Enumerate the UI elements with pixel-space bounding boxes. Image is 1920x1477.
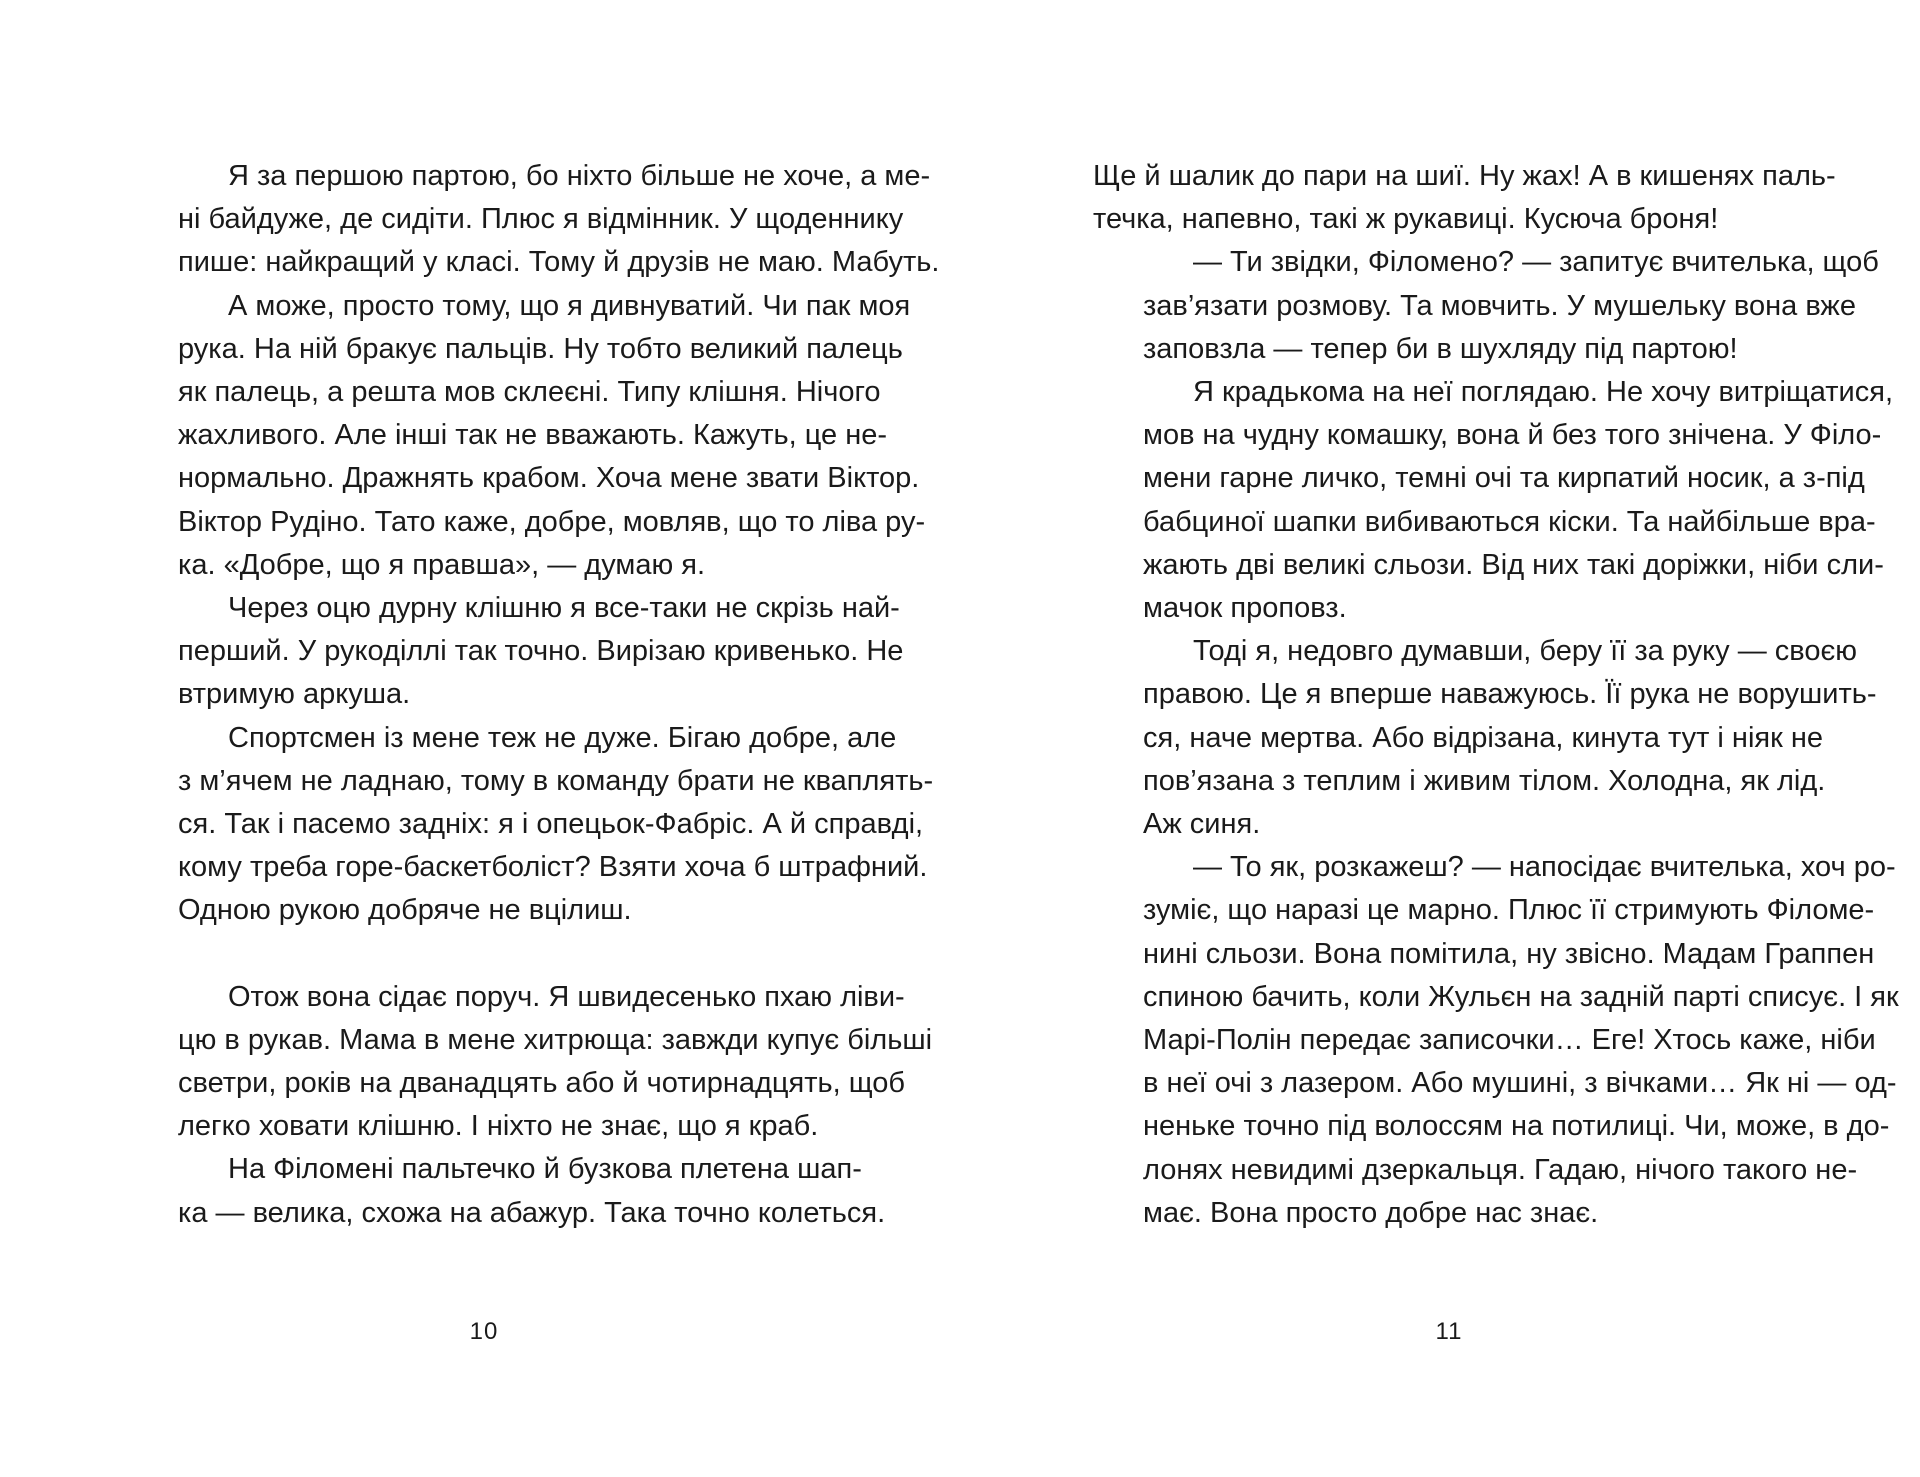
text-line: Аж синя.	[1143, 808, 1261, 841]
paragraph	[1093, 241, 1879, 371]
text-line: як палець, а решта мов склеєні. Типу клішня. Нічого	[178, 376, 881, 409]
text-line: цю в рукав. Мама в мене хитрюща: завжди купує більші	[178, 1023, 933, 1056]
text-line: мачок проповз.	[1143, 592, 1347, 625]
text-line: Через оцю дурну клішню я все-таки не скрізь най-	[228, 592, 900, 625]
text-line: легко ховати клішню. І ніхто не знає, що я краб.	[178, 1110, 819, 1143]
text-line: перший. У рукоділлі так точно. Вирізаю кривенько. Не	[178, 635, 904, 668]
text-line: Я крадькома на неї поглядаю. Не хочу витріщатися,	[1193, 376, 1894, 409]
paragraph	[128, 587, 904, 717]
text-line: пов’язана з теплим і живим тілом. Холодна, як лід.	[1143, 764, 1826, 797]
text-line: Отож вона сідає поруч. Я швидесенько пхаю ліви-	[228, 980, 905, 1013]
text-line: лонях невидимі дзеркальця. Гадаю, нічого такого не-	[1143, 1153, 1858, 1186]
text-line: з м’ячем не ладнаю, тому в команду брати не кваплять-	[178, 764, 934, 797]
text-line: пише: найкращий у класі. Тому й друзів не маю. Мабуть.	[178, 246, 940, 279]
left-page	[128, 155, 940, 1235]
text-line: Одною рукою добряче не вцілиш.	[178, 894, 632, 927]
text-line: мов на чудну комашку, вона й без того знічена. У Філо-	[1143, 419, 1882, 452]
text-line: ка. «Добре, що я правша», — думаю я.	[178, 548, 706, 581]
text-line: Спортсмен із мене теж не дуже. Бігаю добре, але	[228, 721, 897, 754]
text-line: ся, наче мертва. Або відрізана, кинута тут і ніяк не	[1143, 721, 1823, 754]
text-line: заповзла — тепер би в шухляду під партою!	[1143, 332, 1738, 365]
paragraph	[128, 285, 926, 587]
paragraph	[1093, 155, 1836, 241]
text-line: нормально. Дражнять крабом. Хоча мене звати Віктор.	[178, 462, 920, 495]
text-line: На Філомені пальтечко й бузкова плетена шап-	[228, 1153, 862, 1186]
text-line: ні байдуже, де сидіти. Плюс я відмінник. У щоденнику	[178, 203, 904, 236]
text-line: А може, просто тому, що я дивнуватий. Чи пак моя	[228, 289, 911, 322]
text-line: Ще й шалик до пари на шиї. Ну жах! А в кишенях паль-	[1093, 160, 1836, 192]
text-line: Марі-Полін передає записочки… Еге! Хтось каже, ніби	[1143, 1024, 1876, 1057]
text-line: ся. Так і пасемо задніх: я і опецьок-Фабріс. А й справді,	[178, 808, 924, 841]
text-line: зав’язати розмову. Та мовчить. У мушельку вона вже	[1143, 289, 1856, 322]
paragraph	[1093, 371, 1894, 630]
paragraph	[128, 717, 934, 933]
text-line: Віктор Рудіно. Тато каже, добре, мовляв, що то ліва ру-	[178, 505, 926, 538]
paragraph	[1093, 846, 1899, 1235]
text-line: бабциної шапки вибиваються кіски. Та найбільше вра-	[1143, 505, 1876, 538]
text-line: — Ти звідки, Філомено? — запитує вчителька, щоб	[1193, 246, 1879, 279]
text-line: рука. На ній бракує пальців. Ну тобто великий палець	[178, 332, 903, 365]
text-line: жають дві великі сльози. Від них такі доріжки, ніби сли-	[1143, 548, 1884, 581]
text-line: втримую аркуша.	[178, 678, 411, 711]
text-line: має. Вона просто добре нас знає.	[1143, 1196, 1599, 1229]
paragraph	[128, 155, 940, 285]
text-line: — То як, розкажеш? — напосідає вчителька, хоч ро-	[1193, 851, 1896, 884]
paragraph	[1093, 630, 1877, 846]
right-page	[1093, 155, 1899, 1235]
text-line: зуміє, що наразі це марно. Плюс її стримують Філоме-	[1143, 894, 1875, 927]
page-number-left: 10	[469, 1318, 499, 1345]
text-line: Я за першою партою, бо ніхто більше не хоче, а ме-	[228, 160, 931, 192]
text-line: неньке точно під волоссям на потилиці. Чи, може, в до-	[1143, 1110, 1890, 1143]
text-line: спиною бачить, коли Жульєн на задній парті списує. І як	[1143, 980, 1899, 1013]
text-line: Тоді я, недовго думавши, беру її за руку — своєю	[1193, 635, 1858, 668]
text-line: жахливого. Але інші так не вважають. Кажуть, це не-	[178, 419, 888, 452]
text-line: нині сльози. Вона помітила, ну звісно. Мадам Граппен	[1143, 937, 1875, 970]
text-line: ка — велика, схожа на абажур. Така точно колеться.	[178, 1196, 886, 1229]
text-line: в неї очі з лазером. Або мушині, з вічками… Як ні — од-	[1143, 1067, 1897, 1100]
text-line: правою. Це я вперше наважуюсь. Її рука не ворушить-	[1143, 678, 1877, 711]
paragraph	[128, 1148, 886, 1234]
text-line: светри, років на дванадцять або й чотирнадцять, щоб	[178, 1067, 906, 1100]
page-number-right: 11	[1435, 1318, 1463, 1345]
paragraph	[128, 976, 933, 1149]
text-line: течка, напевно, такі ж рукавиці. Кусюча броня!	[1093, 203, 1719, 236]
text-line: кому треба горе-баскетболіст? Взяти хоча б штрафний.	[178, 851, 928, 884]
text-line: мени гарне личко, темні очі та кирпатий носик, а з-під	[1143, 462, 1865, 495]
